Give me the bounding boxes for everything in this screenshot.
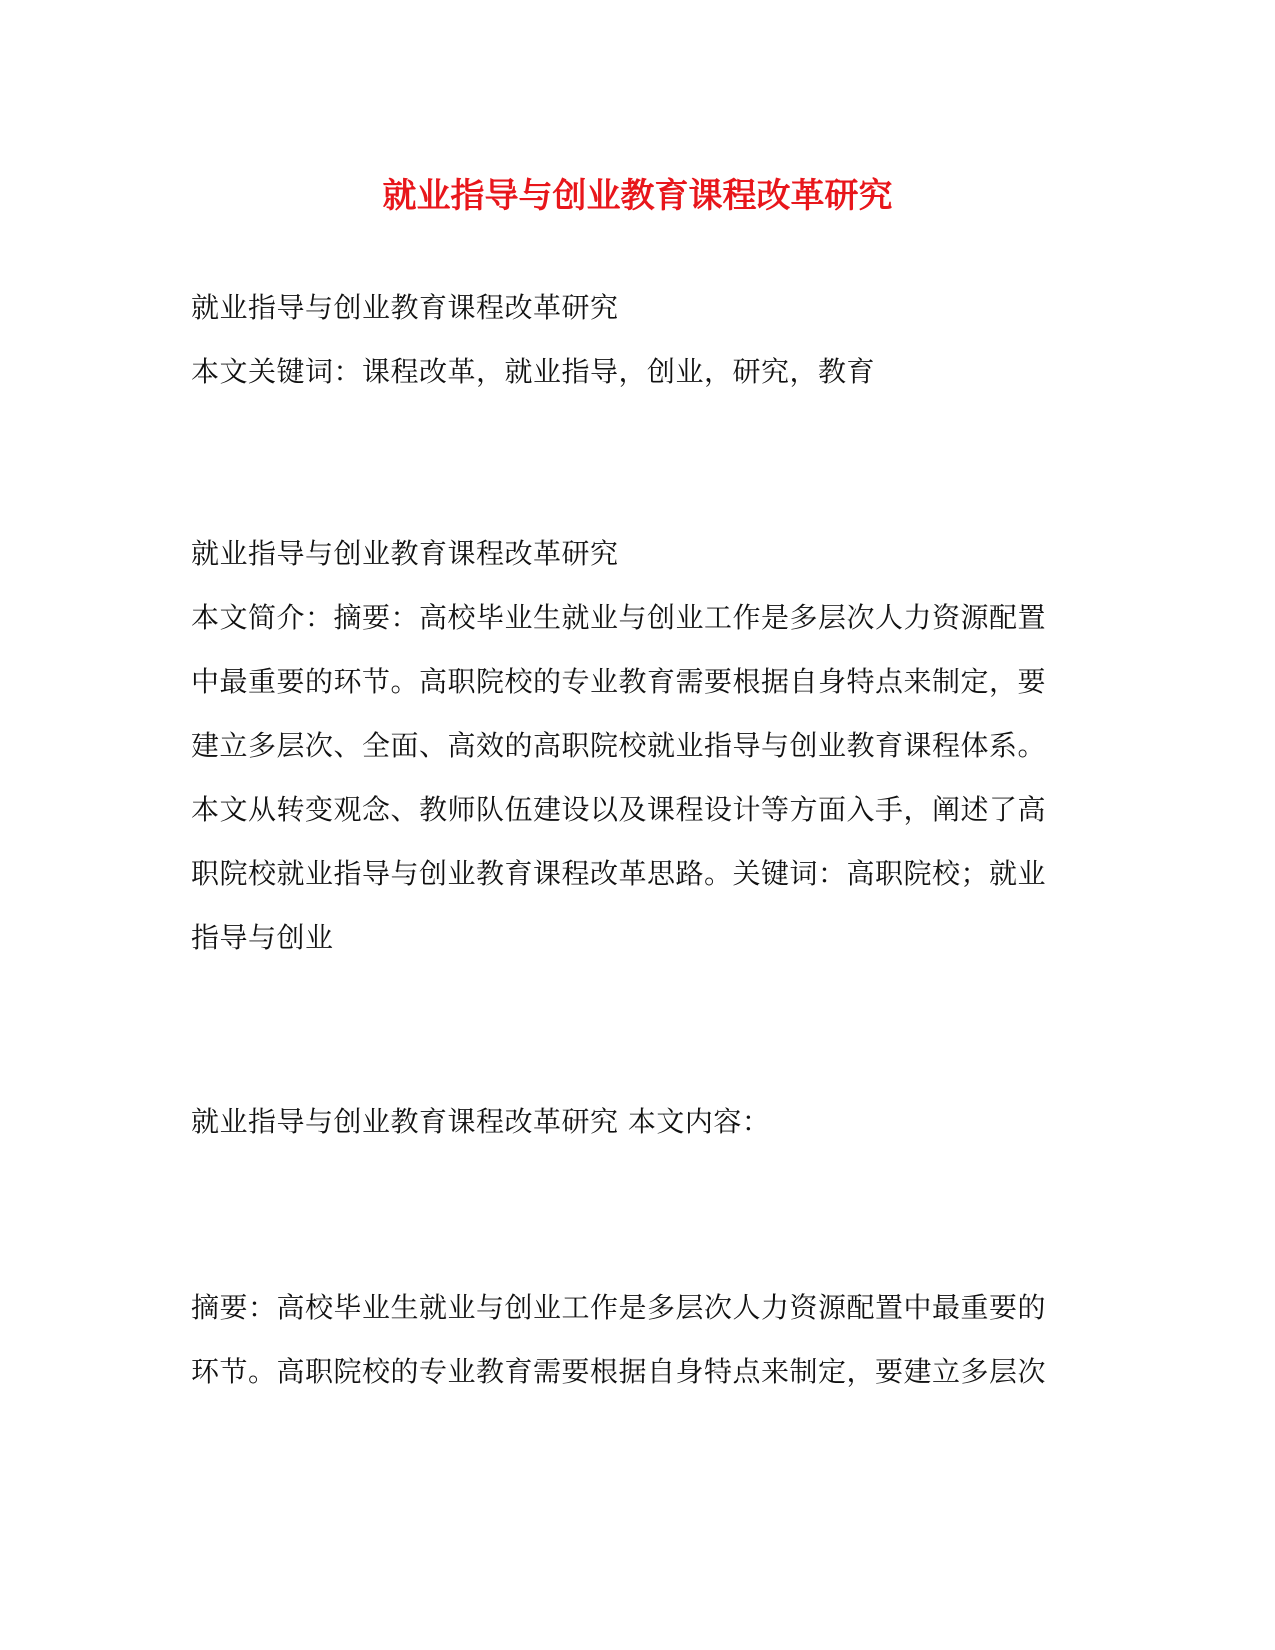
abstract-line: 环节。高职院校的专业教育需要根据自身特点来制定，要建立多层次 <box>191 1355 1047 1388</box>
intro-block <box>191 522 1071 970</box>
intro-line: 中最重要的环节。高职院校的专业教育需要根据自身特点来制定，要 <box>191 665 1047 698</box>
intro-heading: 就业指导与创业教育课程改革研究 <box>191 537 619 570</box>
header-heading: 就业指导与创业教育课程改革研究 <box>191 291 619 324</box>
content-heading-block <box>191 1090 1071 1154</box>
intro-line: 指导与创业 <box>191 921 334 954</box>
intro-line: 本文简介：摘要：高校毕业生就业与创业工作是多层次人力资源配置 <box>191 601 1047 634</box>
keywords-line: 本文关键词：课程改革，就业指导，创业，研究，教育 <box>191 355 876 388</box>
intro-line: 职院校就业指导与创业教育课程改革思路。关键词：高职院校；就业 <box>191 857 1047 890</box>
intro-line: 本文从转变观念、教师队伍建设以及课程设计等方面入手，阐述了高 <box>191 793 1047 826</box>
intro-line: 建立多层次、全面、高效的高职院校就业指导与创业教育课程体系。 <box>191 729 1047 762</box>
content-heading: 就业指导与创业教育课程改革研究 本文内容： <box>191 1105 771 1138</box>
abstract-block <box>191 1276 1071 1404</box>
header-block <box>191 276 1071 404</box>
document-title: 就业指导与创业教育课程改革研究 <box>382 176 893 216</box>
abstract-line: 摘要：高校毕业生就业与创业工作是多层次人力资源配置中最重要的 <box>191 1291 1047 1324</box>
